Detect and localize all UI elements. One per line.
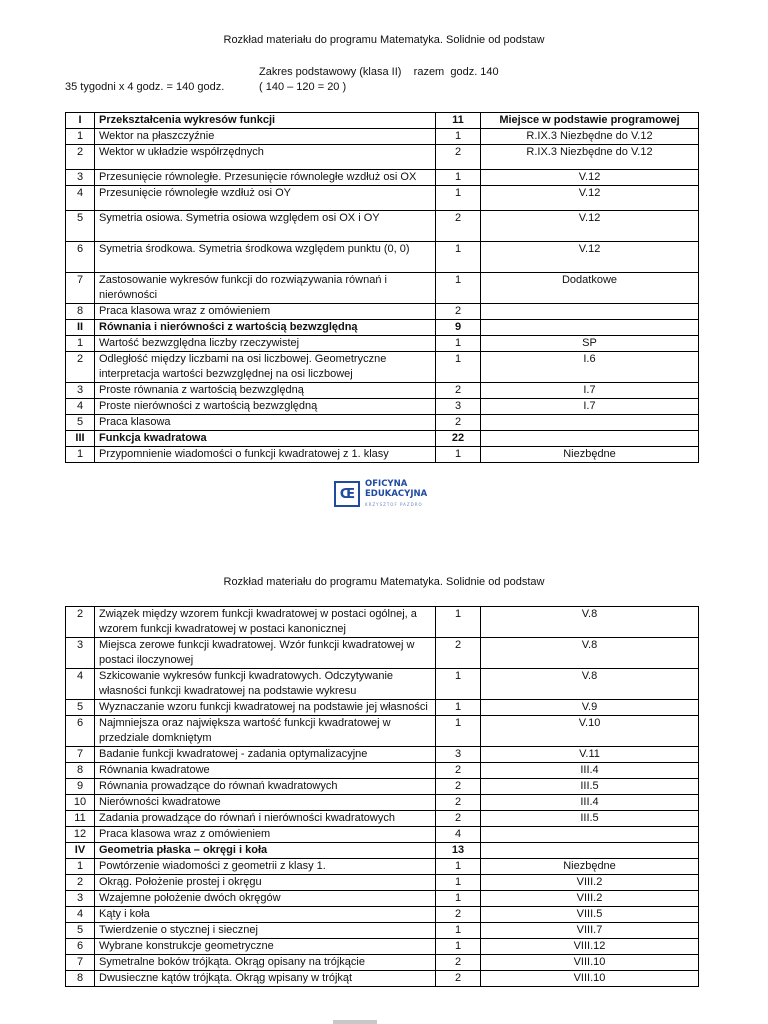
table-row — [66, 795, 699, 811]
table-row — [66, 170, 699, 186]
lesson-number: 1 — [66, 336, 95, 352]
lesson-hours: 1 — [436, 170, 481, 186]
curriculum-reference — [481, 827, 699, 843]
curriculum-reference: V.10 — [481, 716, 699, 747]
lesson-topic: Praca klasowa — [95, 415, 436, 431]
curriculum-reference: I.7 — [481, 399, 699, 415]
section-hours: 13 — [436, 843, 481, 859]
section-hours: 22 — [436, 431, 481, 447]
table-row — [66, 859, 699, 875]
lesson-number: 9 — [66, 779, 95, 795]
section-number: II — [66, 320, 95, 336]
lesson-hours: 1 — [436, 700, 481, 716]
section-header-row — [66, 320, 699, 336]
lesson-topic: Wyznaczanie wzoru funkcji kwadratowej na podstawie jej własności — [95, 700, 436, 716]
lesson-hours: 1 — [436, 273, 481, 304]
logo-line-2: EDUKACYJNA — [365, 488, 428, 499]
lesson-topic: Symetria środkowa. Symetria środkowa względem punktu (0, 0) — [95, 242, 436, 273]
curriculum-reference: Niezbędne — [481, 859, 699, 875]
lesson-hours: 2 — [436, 383, 481, 399]
curriculum-reference: I.6 — [481, 352, 699, 383]
curriculum-reference: III.5 — [481, 811, 699, 827]
lesson-topic: Praca klasowa wraz z omówieniem — [95, 827, 436, 843]
lesson-topic: Zadania prowadzące do równań i nierówności kwadratowych — [95, 811, 436, 827]
next-page-edge — [333, 1020, 377, 1024]
logo-line-1: OFICYNA — [365, 479, 408, 489]
lesson-topic: Twierdzenie o stycznej i siecznej — [95, 923, 436, 939]
lesson-number: 8 — [66, 971, 95, 987]
curriculum-reference: Dodatkowe — [481, 273, 699, 304]
lesson-topic: Dwusieczne kątów trójkąta. Okrąg wpisany w trójkąt — [95, 971, 436, 987]
lesson-hours: 1 — [436, 129, 481, 145]
curriculum-reference: III.4 — [481, 763, 699, 779]
lesson-hours: 2 — [436, 211, 481, 242]
section-hours: 11 — [436, 113, 481, 129]
curriculum-reference: VIII.2 — [481, 875, 699, 891]
hours-calculation: ( 140 – 120 = 20 ) — [259, 81, 347, 93]
lesson-topic: Wektor w układzie współrzędnych — [95, 145, 436, 170]
lesson-hours: 2 — [436, 415, 481, 431]
table-row — [66, 129, 699, 145]
curriculum-reference: V.12 — [481, 242, 699, 273]
curriculum-reference-header: Miejsce w podstawie programowej — [481, 113, 699, 129]
lesson-hours: 1 — [436, 607, 481, 638]
table-row — [66, 891, 699, 907]
page-title-2: Rozkład materiału do programu Matematyka. Solidnie od podstaw — [223, 576, 545, 588]
lesson-topic: Związek między wzorem funkcji kwadratowej w postaci ogólnej, a wzorem funkcji kwadratowej w postaci kanonicznej — [95, 607, 436, 638]
lesson-number: 3 — [66, 170, 95, 186]
table-row — [66, 273, 699, 304]
lesson-topic: Przesunięcie równoległe. Przesunięcie równoległe wzdłuż osi OX — [95, 170, 436, 186]
curriculum-reference: Niezbędne — [481, 447, 699, 463]
table-row — [66, 242, 699, 273]
table-row — [66, 971, 699, 987]
lesson-number: 2 — [66, 145, 95, 170]
table-row — [66, 145, 699, 170]
lesson-topic: Badanie funkcji kwadratowej - zadania optymalizacyjne — [95, 747, 436, 763]
lesson-topic: Szkicowanie wykresów funkcji kwadratowych. Odczytywanie własności funkcji kwadratowej na podstawie wykresu — [95, 669, 436, 700]
table-row — [66, 700, 699, 716]
lesson-topic: Powtórzenie wiadomości z geometrii z klasy 1. — [95, 859, 436, 875]
section-header-row — [66, 843, 699, 859]
lesson-topic: Wartość bezwzględna liczby rzeczywistej — [95, 336, 436, 352]
table-row — [66, 716, 699, 747]
lesson-hours: 1 — [436, 669, 481, 700]
lesson-hours: 2 — [436, 638, 481, 669]
lesson-topic: Równania kwadratowe — [95, 763, 436, 779]
logo-wordmark — [365, 480, 427, 499]
lesson-number: 6 — [66, 716, 95, 747]
curriculum-reference — [481, 304, 699, 320]
oficyna-edukacyjna-logo — [333, 480, 439, 510]
table-row — [66, 399, 699, 415]
lesson-number: 5 — [66, 415, 95, 431]
curriculum-reference: V.9 — [481, 700, 699, 716]
curriculum-table-page-1 — [65, 112, 699, 463]
lesson-hours: 1 — [436, 923, 481, 939]
lesson-hours: 1 — [436, 939, 481, 955]
curriculum-reference: V.8 — [481, 669, 699, 700]
lesson-topic: Najmniejsza oraz największa wartość funkcji kwadratowej w przedziale domkniętym — [95, 716, 436, 747]
lesson-hours: 2 — [436, 779, 481, 795]
curriculum-reference: V.12 — [481, 170, 699, 186]
lesson-number: 12 — [66, 827, 95, 843]
table-row — [66, 939, 699, 955]
lesson-hours: 1 — [436, 336, 481, 352]
section-number: III — [66, 431, 95, 447]
table-row — [66, 638, 699, 669]
lesson-hours: 1 — [436, 716, 481, 747]
lesson-topic: Wzajemne położenie dwóch okręgów — [95, 891, 436, 907]
curriculum-reference: V.12 — [481, 186, 699, 211]
section-title: Równania i nierówności z wartością bezwzględną — [95, 320, 436, 336]
section-number: IV — [66, 843, 95, 859]
lesson-hours: 1 — [436, 891, 481, 907]
table-row — [66, 352, 699, 383]
lesson-number: 7 — [66, 273, 95, 304]
curriculum-reference — [481, 431, 699, 447]
table-row — [66, 211, 699, 242]
table-row — [66, 186, 699, 211]
lesson-topic: Kąty i koła — [95, 907, 436, 923]
lesson-number: 1 — [66, 129, 95, 145]
table-row — [66, 955, 699, 971]
lesson-hours: 2 — [436, 971, 481, 987]
lesson-hours: 1 — [436, 447, 481, 463]
curriculum-reference: SP — [481, 336, 699, 352]
curriculum-reference: III.4 — [481, 795, 699, 811]
table-header-row — [66, 113, 699, 129]
curriculum-reference: VIII.12 — [481, 939, 699, 955]
lesson-hours: 1 — [436, 186, 481, 211]
lesson-number: 2 — [66, 352, 95, 383]
lesson-topic: Nierówności kwadratowe — [95, 795, 436, 811]
lesson-topic: Symetralne boków trójkąta. Okrąg opisany na trójkącie — [95, 955, 436, 971]
curriculum-reference: V.12 — [481, 211, 699, 242]
lesson-topic: Miejsca zerowe funkcji kwadratowej. Wzór funkcji kwadratowej w postaci iloczynowej — [95, 638, 436, 669]
lesson-topic: Proste nierówności z wartością bezwzględną — [95, 399, 436, 415]
table-row — [66, 811, 699, 827]
lesson-number: 4 — [66, 186, 95, 211]
section-title: Przekształcenia wykresów funkcji — [95, 113, 436, 129]
lesson-number: 5 — [66, 923, 95, 939]
lesson-hours: 1 — [436, 352, 481, 383]
lesson-topic: Proste równania z wartością bezwzględną — [95, 383, 436, 399]
table-row — [66, 336, 699, 352]
curriculum-table-page-2 — [65, 606, 699, 987]
curriculum-reference: VIII.2 — [481, 891, 699, 907]
lesson-number: 7 — [66, 747, 95, 763]
lesson-number: 7 — [66, 955, 95, 971]
lesson-hours: 2 — [436, 907, 481, 923]
lesson-topic: Odległość między liczbami na osi liczbowej. Geometryczne interpretacja wartości bezwzględnej na osi liczbowej — [95, 352, 436, 383]
lesson-topic: Symetria osiowa. Symetria osiowa względem osi OX i OY — [95, 211, 436, 242]
lesson-topic: Okrąg. Położenie prostej i okręgu — [95, 875, 436, 891]
lesson-hours: 2 — [436, 811, 481, 827]
lesson-number: 3 — [66, 891, 95, 907]
scope-line: Zakres podstawowy (klasa II) razem godz. 140 — [259, 66, 499, 78]
table-row — [66, 747, 699, 763]
lesson-topic: Zastosowanie wykresów funkcji do rozwiązywania równań i nierówności — [95, 273, 436, 304]
table-row — [66, 607, 699, 638]
lesson-number: 11 — [66, 811, 95, 827]
table-row — [66, 304, 699, 320]
curriculum-reference: V.8 — [481, 638, 699, 669]
lesson-topic: Wybrane konstrukcje geometryczne — [95, 939, 436, 955]
table-row — [66, 383, 699, 399]
lesson-number: 1 — [66, 859, 95, 875]
logo-mark-icon: Œ — [334, 481, 360, 507]
lesson-hours: 1 — [436, 875, 481, 891]
lesson-number: 3 — [66, 638, 95, 669]
curriculum-reference: V.8 — [481, 607, 699, 638]
curriculum-reference: VIII.10 — [481, 971, 699, 987]
lesson-hours: 3 — [436, 747, 481, 763]
lesson-number: 6 — [66, 242, 95, 273]
curriculum-reference: VIII.7 — [481, 923, 699, 939]
curriculum-reference — [481, 415, 699, 431]
table-row — [66, 907, 699, 923]
lesson-number: 10 — [66, 795, 95, 811]
curriculum-reference: V.11 — [481, 747, 699, 763]
lesson-hours: 4 — [436, 827, 481, 843]
lesson-number: 3 — [66, 383, 95, 399]
lesson-number: 1 — [66, 447, 95, 463]
curriculum-reference: III.5 — [481, 779, 699, 795]
table-row — [66, 447, 699, 463]
lesson-hours: 2 — [436, 955, 481, 971]
curriculum-reference: VIII.5 — [481, 907, 699, 923]
lesson-number: 8 — [66, 304, 95, 320]
lesson-hours: 2 — [436, 795, 481, 811]
lesson-topic: Przesunięcie równoległe wzdłuż osi OY — [95, 186, 436, 211]
lesson-number: 2 — [66, 875, 95, 891]
table-row — [66, 875, 699, 891]
section-hours: 9 — [436, 320, 481, 336]
lesson-number: 2 — [66, 607, 95, 638]
table-row — [66, 669, 699, 700]
lesson-hours: 1 — [436, 859, 481, 875]
lesson-number: 5 — [66, 700, 95, 716]
weeks-line: 35 tygodni x 4 godz. = 140 godz. — [65, 81, 225, 93]
curriculum-reference: I.7 — [481, 383, 699, 399]
lesson-hours: 1 — [436, 242, 481, 273]
curriculum-reference: R.IX.3 Niezbędne do V.12 — [481, 145, 699, 170]
lesson-hours: 2 — [436, 145, 481, 170]
lesson-topic: Wektor na płaszczyźnie — [95, 129, 436, 145]
section-header-row — [66, 431, 699, 447]
lesson-number: 5 — [66, 211, 95, 242]
section-title: Funkcja kwadratowa — [95, 431, 436, 447]
curriculum-reference: VIII.10 — [481, 955, 699, 971]
lesson-number: 8 — [66, 763, 95, 779]
logo-tagline: KRZYSZTOF PAZDRO — [365, 502, 423, 507]
lesson-number: 4 — [66, 907, 95, 923]
section-title: Geometria płaska – okręgi i koła — [95, 843, 436, 859]
table-row — [66, 923, 699, 939]
lesson-topic: Praca klasowa wraz z omówieniem — [95, 304, 436, 320]
lesson-topic: Przypomnienie wiadomości o funkcji kwadratowej z 1. klasy — [95, 447, 436, 463]
lesson-number: 4 — [66, 669, 95, 700]
lesson-hours: 3 — [436, 399, 481, 415]
curriculum-reference — [481, 843, 699, 859]
page-title: Rozkład materiału do programu Matematyka. Solidnie od podstaw — [223, 34, 545, 46]
lesson-hours: 2 — [436, 304, 481, 320]
section-number: I — [66, 113, 95, 129]
table-row — [66, 763, 699, 779]
curriculum-reference — [481, 320, 699, 336]
lesson-topic: Równania prowadzące do równań kwadratowych — [95, 779, 436, 795]
lesson-number: 4 — [66, 399, 95, 415]
curriculum-reference: R.IX.3 Niezbędne do V.12 — [481, 129, 699, 145]
lesson-hours: 2 — [436, 763, 481, 779]
table-row — [66, 415, 699, 431]
table-row — [66, 779, 699, 795]
lesson-number: 6 — [66, 939, 95, 955]
table-row — [66, 827, 699, 843]
